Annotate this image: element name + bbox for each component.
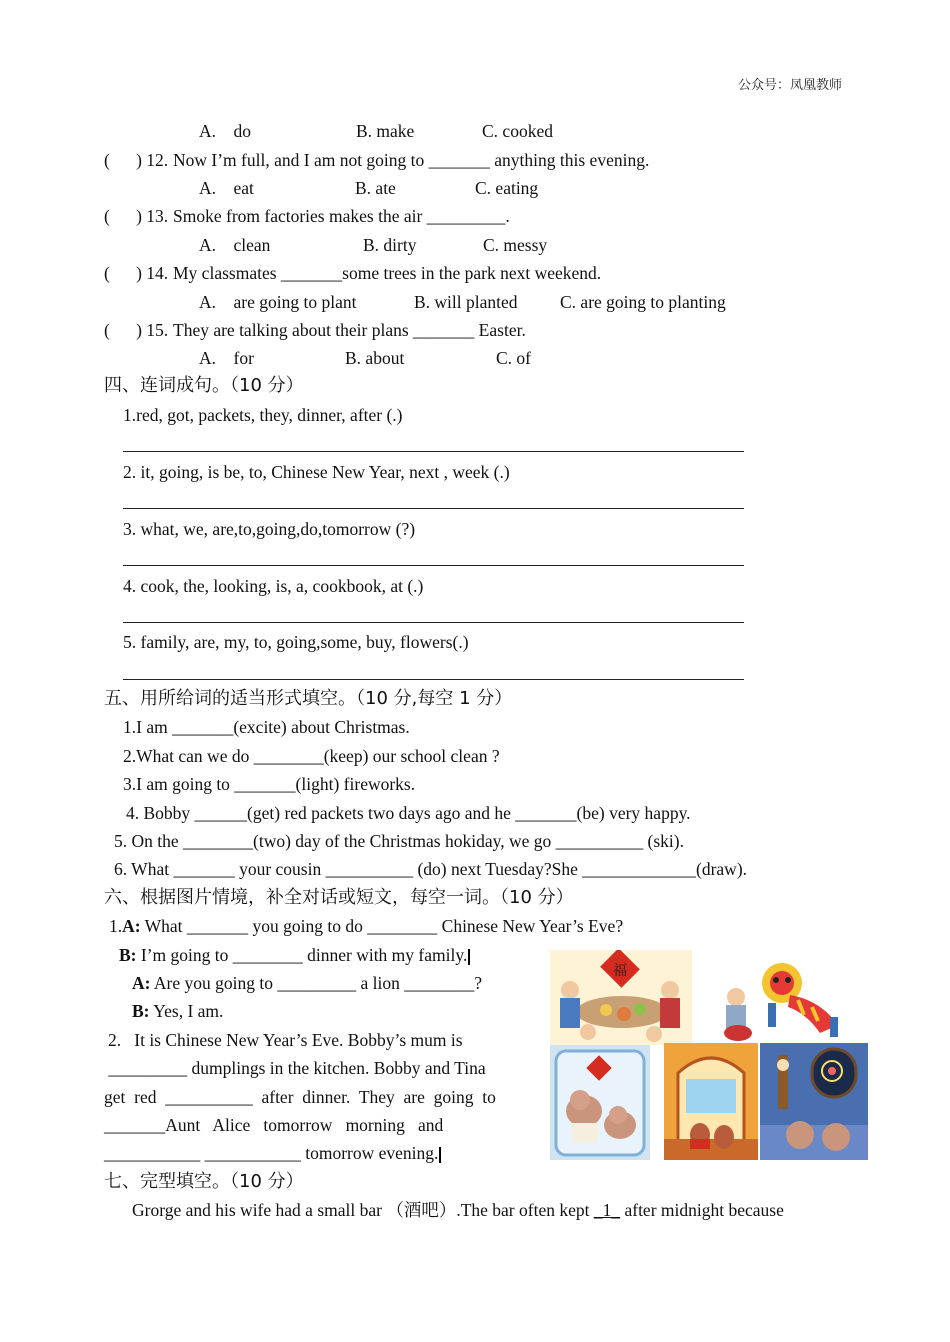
doorway-drawing <box>664 1043 758 1160</box>
speaker-a: A: <box>132 973 151 993</box>
s6-dialog2-a <box>132 972 482 994</box>
s6-dialog1-a <box>109 915 623 937</box>
s6-p2-line3: get red __________ after dinner. They are going to <box>104 1087 496 1107</box>
mc12-paren: ( ) 12. <box>104 150 169 170</box>
s6-line: ___________ ___________ tomorrow evening. <box>104 1143 439 1163</box>
s5-item-1: 1.I am _______(excite) about Christmas. <box>123 717 410 737</box>
s4-item-3: 3. what, we, are,to,going,do,tomorrow (?) <box>123 519 416 539</box>
kitchen-drawing <box>550 1045 650 1160</box>
lion-dance-drawing <box>720 955 868 1043</box>
speaker-a: A: <box>122 916 141 936</box>
section5-title: 五、用所给词的适当形式填空。（10 分,每空 1 分） <box>104 688 513 709</box>
s6-p2-line2: _________ dumplings in the kitchen. Bobby and Tina <box>104 1058 486 1078</box>
section6-title: 六、根据图片情境，补全对话或短文，每空一词。（10 分） <box>104 887 574 908</box>
s6-dialog1-b <box>119 944 470 966</box>
s6-line: Are you going to _________ a lion ________? <box>150 973 482 993</box>
mc14-stem: My classmates _______some trees in the park next weekend. <box>173 263 602 283</box>
section7-title: 七、完型填空。（10 分） <box>104 1171 304 1192</box>
mc13-option-a: A. clean <box>199 235 271 255</box>
family-dinner-drawing <box>550 950 692 1045</box>
mc14-option-c: C. are going to planting <box>560 292 726 312</box>
mc15-option-c: C. of <box>496 348 531 368</box>
mc14-paren: ( ) 14. <box>104 263 169 283</box>
answer-line[interactable] <box>123 565 744 566</box>
s6-num: 1. <box>109 916 123 936</box>
text-cursor <box>439 1147 441 1163</box>
answer-line[interactable] <box>123 508 744 509</box>
answer-line[interactable] <box>123 451 744 452</box>
cartoon-fireworks-illustration <box>760 1043 868 1160</box>
header-account: 公众号：凤凰教师 <box>738 78 843 93</box>
mc13-paren: ( ) 13. <box>104 206 169 226</box>
s6-p2-line1: 2. It is Chinese New Year’s Eve. Bobby’s mum is <box>108 1030 463 1050</box>
mc14-option-a: A. are going to plant <box>199 292 357 312</box>
fireworks-drawing <box>760 1043 868 1160</box>
cartoon-kitchen-illustration <box>550 1045 650 1160</box>
mc12-option-a: A. eat <box>199 178 254 198</box>
s6-p2-line5 <box>104 1142 441 1164</box>
s6-p2-line4: _______Aunt Alice tomorrow morning and <box>104 1115 444 1135</box>
s7-blank-1[interactable]: _1_ <box>593 1200 621 1220</box>
s5-item-6: 6. What _______ your cousin __________ (do) next Tuesday?She _____________(draw). <box>114 859 748 879</box>
answer-line[interactable] <box>123 622 744 623</box>
s4-item-4: 4. cook, the, looking, is, a, cookbook, at (.) <box>123 576 424 596</box>
s4-item-1: 1.red, got, packets, they, dinner, after (.) <box>123 405 403 425</box>
s6-line: I’m going to ________ dinner with my family. <box>136 945 468 965</box>
section4-title: 四、连词成句。（10 分） <box>104 375 304 396</box>
s4-item-2: 2. it, going, is be, to, Chinese New Year, next , week (.) <box>123 462 510 482</box>
s5-item-4: 4. Bobby ______(get) red packets two days ago and he _______(be) very happy. <box>126 803 691 823</box>
s6-line: Yes, I am. <box>149 1001 224 1021</box>
mc15-option-a: A. for <box>199 348 254 368</box>
text-cursor <box>468 949 470 965</box>
mc12-stem: Now I’m full, and I am not going to _______ anything this evening. <box>173 150 650 170</box>
s5-item-3: 3.I am going to _______(light) fireworks. <box>123 774 416 794</box>
answer-line[interactable] <box>123 679 744 680</box>
s7-paragraph <box>132 1199 784 1221</box>
mc14-option-b: B. will planted <box>414 292 518 312</box>
mc13-option-b: B. dirty <box>363 235 417 255</box>
family-dinner-illustration <box>550 950 692 1045</box>
speaker-b: B: <box>119 945 137 965</box>
mc15-option-b: B. about <box>345 348 405 368</box>
s5-item-5: 5. On the ________(two) day of the Christmas hokiday, we go __________ (ski). <box>114 831 684 851</box>
s6-line: What _______ you going to do ________ Chinese New Year’s Eve? <box>140 916 624 936</box>
speaker-b: B: <box>132 1001 150 1021</box>
cartoon-doorway-illustration <box>664 1043 758 1160</box>
mc13-option-c: C. messy <box>483 235 548 255</box>
mc12-option-c: C. eating <box>475 178 539 198</box>
s7-text: after midnight because <box>620 1200 784 1220</box>
mc12-option-b: B. ate <box>355 178 396 198</box>
fu-character: 福 <box>613 963 627 979</box>
mc11-option-c: C. cooked <box>482 121 553 141</box>
s7-text: Grorge and his wife had a small bar （酒吧）.The bar often kept <box>132 1200 594 1220</box>
mc11-option-b: B. make <box>356 121 415 141</box>
mc11-option-a: A. do <box>199 121 252 141</box>
lion-dance-illustration <box>720 955 868 1043</box>
s4-item-5: 5. family, are, my, to, going,some, buy, flowers(.) <box>123 632 469 652</box>
s6-dialog2-b <box>132 1000 223 1022</box>
s5-item-2: 2.What can we do ________(keep) our school clean ? <box>123 746 500 766</box>
mc15-paren: ( ) 15. <box>104 320 169 340</box>
mc15-stem: They are talking about their plans _______ Easter. <box>173 320 526 340</box>
mc13-stem: Smoke from factories makes the air _________. <box>173 206 510 226</box>
